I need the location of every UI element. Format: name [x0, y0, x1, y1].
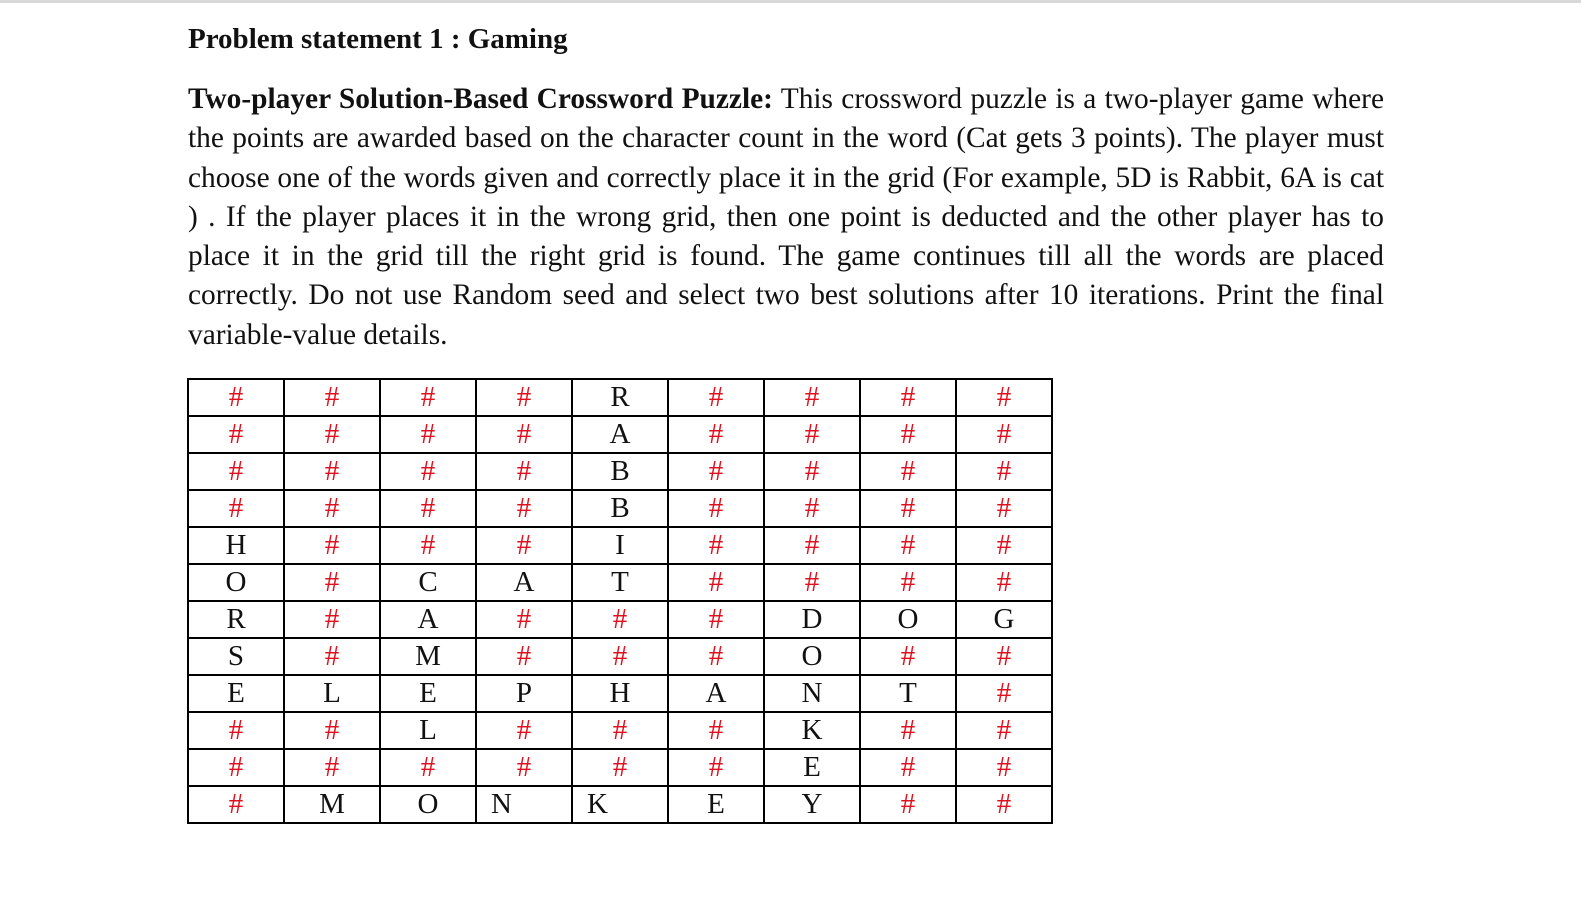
- letter-cell: O: [380, 786, 476, 823]
- grid-row: [188, 675, 1052, 712]
- blocked-cell: #: [956, 638, 1052, 675]
- letter-cell: M: [380, 638, 476, 675]
- blocked-cell: #: [476, 490, 572, 527]
- blocked-cell: #: [188, 453, 284, 490]
- letter-cell: R: [188, 601, 284, 638]
- letter-cell: O: [860, 601, 956, 638]
- letter-cell: L: [380, 712, 476, 749]
- blocked-cell: #: [860, 712, 956, 749]
- letter-cell: K: [572, 786, 668, 823]
- top-divider: [0, 0, 1581, 3]
- blocked-cell: #: [188, 749, 284, 786]
- grid-row: [188, 601, 1052, 638]
- letter-cell: A: [476, 564, 572, 601]
- blocked-cell: #: [956, 453, 1052, 490]
- blocked-cell: #: [284, 379, 380, 416]
- blocked-cell: #: [476, 527, 572, 564]
- grid-row: [188, 490, 1052, 527]
- letter-cell: E: [380, 675, 476, 712]
- grid-row: [188, 453, 1052, 490]
- letter-cell: B: [572, 453, 668, 490]
- blocked-cell: #: [860, 453, 956, 490]
- grid-row: [188, 786, 1052, 823]
- blocked-cell: #: [284, 490, 380, 527]
- grid-row: [188, 379, 1052, 416]
- blocked-cell: #: [188, 490, 284, 527]
- grid-row: [188, 638, 1052, 675]
- blocked-cell: #: [668, 490, 764, 527]
- blocked-cell: #: [668, 379, 764, 416]
- blocked-cell: #: [380, 490, 476, 527]
- blocked-cell: #: [860, 638, 956, 675]
- blocked-cell: #: [956, 786, 1052, 823]
- letter-cell: E: [764, 749, 860, 786]
- blocked-cell: #: [284, 416, 380, 453]
- puzzle-rules-text: This crossword puzzle is a two-player game where the points are awarded based on the character count in the word (Cat gets 3 points). The player must choose one of the words given and correctly place it in the grid (For example, 5D is Rabbit, 6A is cat ) . If the player places it in the wrong grid, then one point is deducted and the other player has to place it in the grid till the right grid is found. The game continues till all the words are placed correctly. Do not use Random seed and select two best solutions after 10 iterations. Print the final variable-value details.: [188, 83, 1384, 351]
- blocked-cell: #: [860, 416, 956, 453]
- blocked-cell: #: [668, 712, 764, 749]
- blocked-cell: #: [476, 749, 572, 786]
- blocked-cell: #: [668, 527, 764, 564]
- letter-cell: O: [764, 638, 860, 675]
- crossword-grid: [187, 378, 1053, 824]
- letter-cell: P: [476, 675, 572, 712]
- blocked-cell: #: [572, 749, 668, 786]
- blocked-cell: #: [572, 712, 668, 749]
- letter-cell: R: [572, 379, 668, 416]
- blocked-cell: #: [188, 416, 284, 453]
- blocked-cell: #: [476, 601, 572, 638]
- blocked-cell: #: [284, 749, 380, 786]
- letter-cell: T: [860, 675, 956, 712]
- blocked-cell: #: [668, 601, 764, 638]
- letter-cell: A: [668, 675, 764, 712]
- blocked-cell: #: [284, 453, 380, 490]
- blocked-cell: #: [764, 527, 860, 564]
- blocked-cell: #: [956, 490, 1052, 527]
- blocked-cell: #: [188, 712, 284, 749]
- blocked-cell: #: [668, 416, 764, 453]
- letter-cell: E: [668, 786, 764, 823]
- letter-cell: L: [284, 675, 380, 712]
- letter-cell: K: [764, 712, 860, 749]
- letter-cell: I: [572, 527, 668, 564]
- blocked-cell: #: [956, 749, 1052, 786]
- letter-cell: C: [380, 564, 476, 601]
- letter-cell: H: [188, 527, 284, 564]
- grid-row: [188, 416, 1052, 453]
- blocked-cell: #: [764, 490, 860, 527]
- puzzle-title: Two-player Solution-Based Crossword Puzzle:: [188, 83, 773, 115]
- blocked-cell: #: [764, 453, 860, 490]
- blocked-cell: #: [476, 712, 572, 749]
- letter-cell: M: [284, 786, 380, 823]
- letter-cell: O: [188, 564, 284, 601]
- blocked-cell: #: [764, 564, 860, 601]
- blocked-cell: #: [956, 527, 1052, 564]
- grid-row: [188, 527, 1052, 564]
- blocked-cell: #: [476, 453, 572, 490]
- letter-cell: T: [572, 564, 668, 601]
- grid-row: [188, 712, 1052, 749]
- blocked-cell: #: [284, 638, 380, 675]
- grid-row: [188, 564, 1052, 601]
- blocked-cell: #: [860, 786, 956, 823]
- letter-cell: A: [380, 601, 476, 638]
- blocked-cell: #: [956, 564, 1052, 601]
- blocked-cell: #: [284, 712, 380, 749]
- letter-cell: A: [572, 416, 668, 453]
- grid-row: [188, 749, 1052, 786]
- blocked-cell: #: [188, 786, 284, 823]
- problem-heading: Problem statement 1 : Gaming: [188, 23, 568, 55]
- blocked-cell: #: [860, 490, 956, 527]
- blocked-cell: #: [860, 379, 956, 416]
- blocked-cell: #: [380, 379, 476, 416]
- blocked-cell: #: [956, 416, 1052, 453]
- blocked-cell: #: [380, 453, 476, 490]
- blocked-cell: #: [572, 601, 668, 638]
- blocked-cell: #: [188, 379, 284, 416]
- blocked-cell: #: [380, 527, 476, 564]
- blocked-cell: #: [668, 453, 764, 490]
- letter-cell: D: [764, 601, 860, 638]
- letter-cell: E: [188, 675, 284, 712]
- blocked-cell: #: [380, 749, 476, 786]
- blocked-cell: #: [956, 675, 1052, 712]
- blocked-cell: #: [572, 638, 668, 675]
- letter-cell: H: [572, 675, 668, 712]
- letter-cell: Y: [764, 786, 860, 823]
- crossword-grid-body: [188, 379, 1052, 823]
- blocked-cell: #: [956, 379, 1052, 416]
- blocked-cell: #: [284, 601, 380, 638]
- blocked-cell: #: [284, 527, 380, 564]
- blocked-cell: #: [764, 416, 860, 453]
- blocked-cell: #: [668, 638, 764, 675]
- letter-cell: S: [188, 638, 284, 675]
- blocked-cell: #: [476, 638, 572, 675]
- problem-description: [188, 80, 1384, 355]
- blocked-cell: #: [860, 527, 956, 564]
- blocked-cell: #: [284, 564, 380, 601]
- blocked-cell: #: [380, 416, 476, 453]
- letter-cell: B: [572, 490, 668, 527]
- letter-cell: N: [764, 675, 860, 712]
- letter-cell: N: [476, 786, 572, 823]
- blocked-cell: #: [668, 749, 764, 786]
- blocked-cell: #: [476, 379, 572, 416]
- letter-cell: G: [956, 601, 1052, 638]
- blocked-cell: #: [860, 564, 956, 601]
- blocked-cell: #: [668, 564, 764, 601]
- blocked-cell: #: [956, 712, 1052, 749]
- blocked-cell: #: [860, 749, 956, 786]
- blocked-cell: #: [764, 379, 860, 416]
- blocked-cell: #: [476, 416, 572, 453]
